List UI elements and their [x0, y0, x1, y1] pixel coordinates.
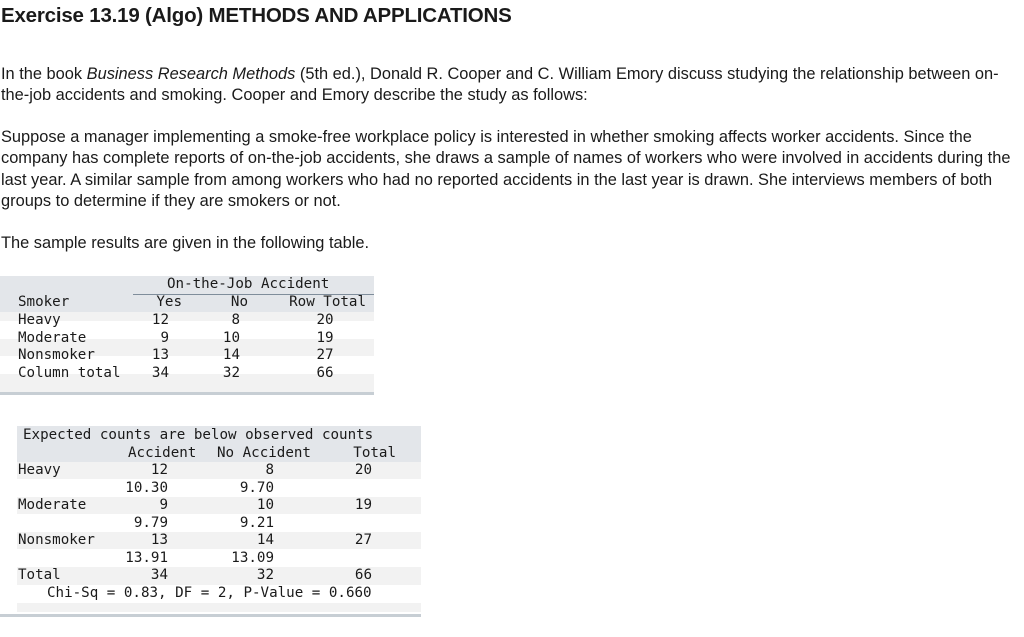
total-row-label: Total [18, 567, 61, 583]
col-header-yes: Yes [156, 294, 182, 310]
group-header: On-the-Job Accident [167, 276, 330, 292]
row-label: Moderate [18, 497, 87, 513]
intro-paragraph [1, 64, 1023, 107]
row-label: Column total [18, 364, 121, 381]
cell-no: 8 [231, 312, 240, 328]
cell-total: 27 [316, 347, 334, 363]
cell-total: 19 [316, 329, 334, 346]
chi-square-stats: Chi-Sq = 0.83, DF = 2, P-Value = 0.660 [47, 584, 372, 601]
expected-no-accident: 13.09 [231, 549, 274, 566]
cell-no: 32 [222, 364, 240, 381]
cell-yes: 9 [160, 329, 169, 346]
table-intro: The sample results are given in the following table. [1, 234, 370, 252]
row-label: Heavy [18, 312, 61, 328]
intro-text-before: In the book [1, 65, 87, 83]
row-label: Heavy [18, 462, 61, 478]
row-header: Smoker [18, 294, 70, 310]
expected-accident: 10.30 [125, 479, 168, 496]
sample-results-table [0, 276, 374, 396]
row-label: Nonsmoker [18, 532, 95, 548]
col-header-no: No [230, 294, 248, 310]
cell-no: 10 [222, 329, 240, 346]
expected-no-accident: 9.21 [239, 514, 274, 531]
row-total: 27 [354, 532, 372, 548]
row-total: 19 [354, 497, 372, 513]
exercise-title: Exercise 13.19 (Algo) METHODS AND APPLICATIONS [1, 4, 512, 27]
col-header-row-total: Row Total [289, 294, 366, 310]
total-accident: 34 [150, 567, 168, 583]
intro-text-after: (5th ed.), Donald R. Cooper and C. William Emory discuss studying the relationship between on-the-job accidents and smoking. Cooper and Emory describe the study as follows: [1, 65, 999, 105]
study-description: Suppose a manager implementing a smoke-free workplace policy is interested in whether smoking affects worker accidents. Since the company has complete reports of on-the-job accidents, she draws a sample of names of workers who were involved in accidents during the last year. A similar sample from among workers who had no reported accidents in the last year is drawn. She interviews members of both groups to determine if they are smokers or not. [1, 128, 1011, 210]
table-bottom-rule [0, 614, 421, 617]
col-header-accident: Accident [128, 444, 197, 461]
expected-accident: 9.79 [133, 514, 168, 531]
expected-accident: 13.91 [125, 549, 168, 566]
cell-yes: 12 [151, 312, 169, 328]
observed-accident: 13 [150, 532, 168, 548]
cell-no: 14 [222, 347, 240, 363]
observed-accident: 12 [150, 462, 168, 478]
col-header-total: Total [353, 444, 396, 461]
observed-no-accident: 14 [256, 532, 274, 548]
cell-yes: 34 [151, 364, 169, 381]
book-title: Business Research Methods [86, 65, 296, 83]
table-bottom-rule [0, 392, 374, 395]
row-label: Nonsmoker [18, 347, 95, 363]
total-no-accident: 32 [256, 567, 274, 583]
observed-accident: 9 [159, 497, 168, 513]
cell-total: 20 [316, 312, 334, 328]
expected-no-accident: 9.70 [239, 479, 274, 496]
observed-no-accident: 10 [256, 497, 274, 513]
row-label: Moderate [18, 329, 87, 346]
col-header-no-accident: No Accident [217, 444, 311, 461]
table-caption: Expected counts are below observed counts [23, 427, 374, 443]
cell-total: 66 [316, 364, 334, 381]
cell-yes: 13 [151, 347, 169, 363]
observed-no-accident: 8 [265, 462, 274, 478]
grand-total: 66 [354, 567, 372, 583]
row-total: 20 [354, 462, 372, 478]
